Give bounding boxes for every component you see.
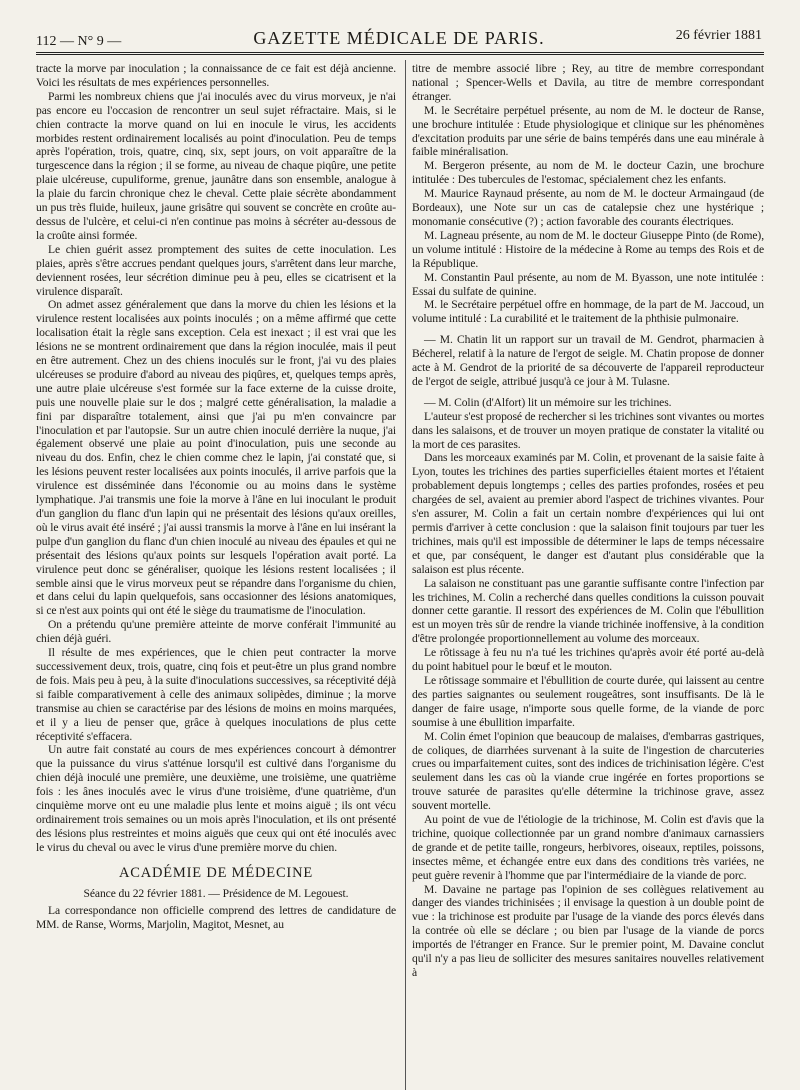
paragraph: M. Lagneau présente, au nom de M. le docteur Giuseppe Pinto (de Rome), un volume intitulé : Histoire de la médecine à Rome au temps des Rois et de la République.: [412, 228, 764, 270]
paragraph: Il résulte de mes expériences, que le chien peut contracter la morve successivement deux, trois, quatre, cinq fois et peut-être un plus grand nombre de fois. Mais peu à peu, à la suite d'inoculations successives, sa réceptivité déjà si faible comparativement à celle des animaux solipèdes, diminue ; la morve transmise au chien se caractérise par des lésions de moins en moins marquées, et il y a lieu de penser que, grâce à quelques inoculations de plus cette réceptivité s'effacera.: [36, 646, 396, 743]
paragraph: — M. Chatin lit un rapport sur un travail de M. Gendrot, pharmacien à Bécherel, relatif à la nature de l'ergot de seigle. M. Chatin propose de donner acte à M. Gendrot de la priorité de sa découverte de l'appareil reproducteur de l'ergot de seigle, attribué jusqu'à ce jour à M. Tulasne.: [412, 333, 764, 388]
paragraph: La correspondance non officielle comprend des lettres de candidature de MM. de Ranse, Worms, Marjolin, Magitot, Mesnet, au: [36, 904, 396, 932]
paragraph: tracte la morve par inoculation ; la connaissance de ce fait est déjà ancienne. Voici les résultats de mes expériences personnelles.: [36, 62, 396, 89]
journal-title: GAZETTE MÉDICALE DE PARIS.: [253, 28, 545, 48]
paragraph: M. Colin émet l'opinion que beaucoup de malaises, d'embarras gastriques, de coliques, de diarrhées survenant à la suite de l'ingestion de charcuteries crues ou imparfaitement cuites, sont des indices de trichinisation légère. C'est seulement dans les cas où la viande crue ingérée en fortes proportions se trouve saturée de parasites qu'elle détermine la trichinose grave, assez souvent mortelle.: [412, 729, 764, 813]
paragraph: M. Constantin Paul présente, au nom de M. Byasson, une note intitulée : Essai du sulfate de quinine.: [412, 270, 764, 298]
paragraph: M. le Secrétaire perpétuel présente, au nom de M. le docteur de Ranse, une brochure intitulée : Etude physiologique et clinique sur les phénomènes d'excitation produits par une série de bains tempérés dans une eau minérale à faible minéralisation.: [412, 103, 764, 159]
paragraph: La salaison ne constituant pas une garantie suffisante contre l'infection par les trichines, M. Colin a recherché dans quelles conditions la cuisson pouvait donner cette garantie. Il ressort des expériences de M. Colin que l'ébullition est un moyen très sûr de rendre la viande trichinée inoffensive, à la condition d'être prolongée proportionnellement au volume des morceaux.: [412, 576, 764, 646]
paragraph: Parmi les nombreux chiens que j'ai inoculés avec du virus morveux, je n'ai pas encore eu l'occasion de rencontrer un seul sujet réfractaire. Mais, si le chien contracte la morve quand on lui en inocule le virus, les accidents morbides restent ordinairement localisés au point d'inoculation. Peu de temps après l'opération, trois, quatre, cinq, six, sept jours, on voit apparaître de la turgescence dans la région ; il se forme, au niveau de chaque piqûre, une petite plaie ulcéreuse, cupuliforme, grenue, jaunâtre dans son ensemble, analogue à la plaie du farcin chronique chez le cheval. Cette plaie sécrète abondamment un pus très fluide, huileux, jaune grisâtre qui souvent se concrète en croûte au-dessus de l'ulcère, et celui-ci n'en continue pas moins à sécréter au-dessous de la croûte ainsi formée.: [36, 89, 396, 242]
paragraph: M. Maurice Raynaud présente, au nom de M. le docteur Armaingaud (de Bordeaux), une Note sur un cas de catalepsie chez une hystérique ; monomanie consécutive (?) ; action favorable des courants électriques.: [412, 187, 764, 228]
section-title: ACADÉMIE DE MÉDECINE: [118, 864, 313, 881]
paragraph: M. Davaine ne partage pas l'opinion de ses collègues relativement au danger des viandes trichinisées ; il envisage la question à un double point de vue : la trichinose est produite par l'usage de la viande des porcs élevés dans la contrée où elle se déclare ; ou bien par l'usage de la viande de porcs importés de l'étranger en France. Sur le premier point, M. Davaine conclut qu'il n'y a pas lieu de solliciter des mesures sanitaires nouvelles relativement à: [412, 882, 764, 979]
paragraph: L'auteur s'est proposé de rechercher si les trichines sont vivantes ou mortes dans les salaisons, et de trouver un moyen pratique de constater la vitalité ou la mort de ces parasites.: [412, 409, 764, 451]
paragraph: Le rôtissage à feu nu n'a tué les trichines qu'après avoir été porté au-delà du point habituel pour le bœuf et le mouton.: [412, 646, 764, 674]
paragraph: Le rôtissage sommaire et l'ébullition de courte durée, qui laissent au centre des parties saignantes ou seulement rougeâtres, sont insuffisants. De là le danger de faire usage, n'importe sous quelle forme, de la viande de porc soumise à une ébullition imparfaite.: [412, 673, 764, 729]
paragraph: — M. Colin (d'Alfort) lit un mémoire sur les trichines.: [424, 395, 672, 409]
paragraph: titre de membre associé libre ; Rey, au titre de membre correspondant national ; Spencer-Wells et Davila, au titre de membre correspondant étranger.: [412, 62, 764, 103]
issue-date: 26 février 1881: [675, 28, 762, 43]
paragraph: Un autre fait constaté au cours de mes expériences concourt à démontrer que la puissance du virus s'atténue lorsqu'il est cultivé dans l'organisme du chien déjà inoculé une première, une deuxième, une troisième, une quatrième fois : les ânes inoculés avec le virus d'une troisième, d'une quatrième, d'un cinquième morve ont eu une maladie plus lente et moins aiguë ; ils ont vécu ordinairement trois semaines ou un mois après l'inoculation, et ils ont présenté des lésions plus restreintes et moins aiguës que ceux qui ont été inoculés avec le virus du cheval ou avec le virus d'une première morve du chien.: [36, 743, 396, 854]
header-rule: [36, 52, 764, 55]
page-header: [36, 28, 762, 50]
session-line: Séance du 22 février 1881. — Présidence de M. Legouest.: [83, 886, 349, 900]
paragraph: M. le Secrétaire perpétuel offre en hommage, de la part de M. Jaccoud, un volume intitulé : La curabilité et le traitement de la phthisie pulmonaire.: [412, 298, 764, 326]
column-divider: [405, 60, 406, 1090]
left-column: [36, 62, 396, 1090]
page-number: 112 — N° 9 —: [36, 34, 122, 49]
paragraph: Le chien guérit assez promptement des suites de cette inoculation. Les plaies, après s'être accrues pendant quelques jours, s'arrêtent dans leur marche, deviennent rosées, leur sécrétion diminue peu à peu, elles se cicatrisent et la virulence disparaît.: [36, 242, 396, 298]
right-column: [412, 62, 764, 1090]
paragraph: Au point de vue de l'étiologie de la trichinose, M. Colin est d'avis que la trichine, quoique collectionnée par un grand nombre d'animaux carnassiers de grande et de petite taille, rongeurs, herbivores, oiseaux, reptiles, poissons, insectes même, et échangée entre eux dans des conditions très variées, ne peut guère revenir à l'homme que par l'intermédiaire de la viande de porc.: [412, 813, 764, 882]
paragraph: Dans les morceaux examinés par M. Colin, et provenant de la saisie faite à Lyon, toutes les trichines des parties superficielles étaient mortes et l'étaient probablement depuis longtemps ; celles des parties profondes, rosées et peu chargées de sel, avaient au premier abord l'aspect de trichines vivantes. Pour s'en assurer, M. Colin a fait un certain nombre d'expériences qui lui ont permis d'arriver à cette conclusion : que la salaison finit toujours par tuer les trichines, mais qu'il est impossible de déterminer le laps de temps nécessaire et que, par conséquent, le danger est d'autant plus considérable que la salaison est plus récente.: [412, 451, 764, 576]
paragraph: On admet assez généralement que dans la morve du chien les lésions et la virulence restent localisées aux points inoculés ; on a même affirmé que cette localisation était la règle sans exception. Cela est inexact ; il est vrai que les lésions ne se montrent ordinairement que dans la région inoculée, mais il peut en être autrement. Chez un des chiens inoculés sur le front, j'ai vu des plaies ulcéreuses se produire d'abord au niveau des piqûres, et, quelques temps après, une autre plaie ulcéreuse s'est formée sur la face externe de la cuisse droite, puis une nouvelle plaie sur le dos ; malgré cette généralisation, la maladie a fini par disparaître totalement, ainsi que j'ai pu m'en convaincre par l'inoculation et par l'autopsie. Sur un autre chien inoculé derrière la nuque, j'ai également observé une plaie au point d'inoculation, puis une seconde au niveau du dos. Enfin, chez le chien comme chez le lapin, j'ai constaté que, si les lésions peuvent rester localisées aux points inoculés, il arrive parfois que la virulence est disséminée dans l'économie ou au moins dans le système lymphatique. J'ai transmis une foie la morve à l'âne en lui inoculant le produit d'un ganglion du flanc d'un lapin qui ne présentait des lésions qu'aux oreilles, où le virus avait été inséré ; j'ai aussi transmis la morve à l'âne en lui insérant la pulpe d'un ganglion du flanc d'un chien inoculé au niveau des épaules et qui ne présentait des lésions qu'aux points sur lesquels l'opération avait porté. La virulence peut donc se généraliser, quoique les lésions restent localisées ; il semble ainsi que le virus morveux peut se répandre dans l'organisme du chien, et dans celui du lapin quelquefois, sans occasionner des lésions anatomiques, si ce n'est aux points qui ont été le siège du traumatisme de l'inoculation.: [36, 298, 396, 618]
paragraph: On a prétendu qu'une première atteinte de morve conférait l'immunité au chien déjà guéri.: [36, 618, 396, 646]
paragraph: M. Bergeron présente, au nom de M. le docteur Cazin, une brochure intitulée : Des tubercules de l'estomac, spécialement chez les enfants.: [412, 159, 764, 187]
